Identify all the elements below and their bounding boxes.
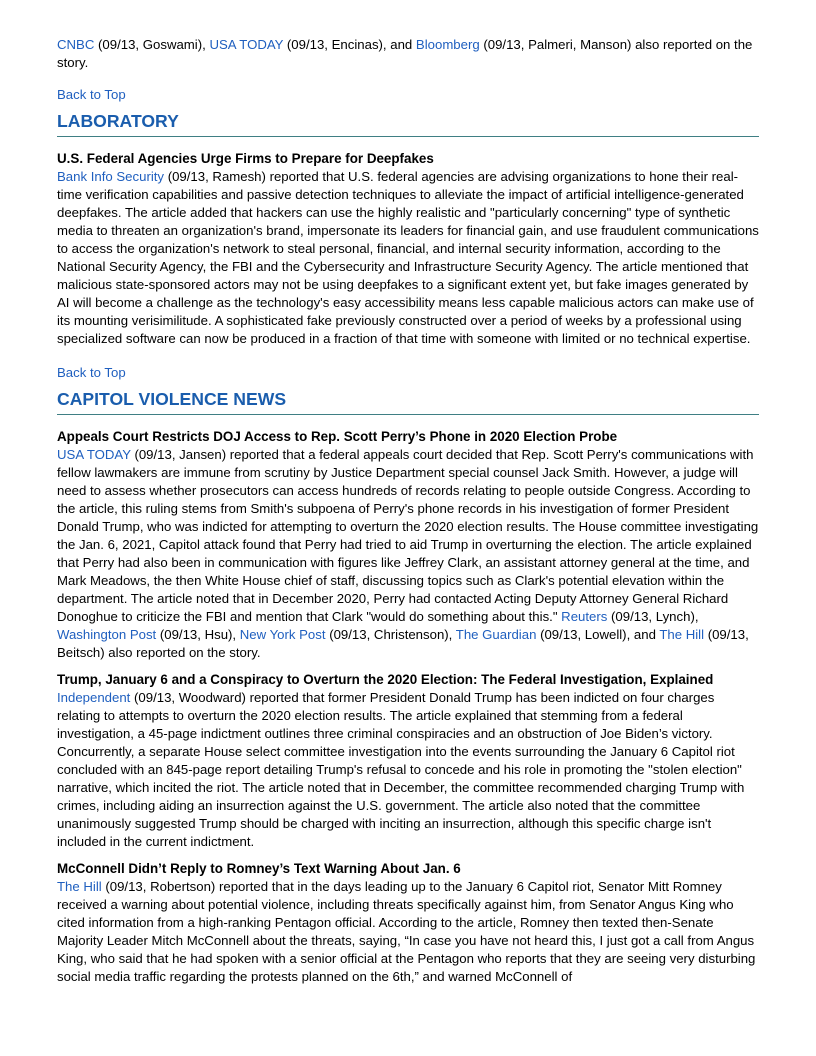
source-link-the-hill[interactable]: The Hill <box>659 627 705 642</box>
source-link-reuters[interactable]: Reuters <box>561 609 608 624</box>
source-link-washington-post[interactable]: Washington Post <box>57 627 157 642</box>
section-heading-capitol-violence: CAPITOL VIOLENCE NEWS <box>57 388 759 415</box>
back-to-top-link[interactable]: Back to Top <box>57 87 126 102</box>
source-link-bank-info-security[interactable]: Bank Info Security <box>57 169 165 184</box>
article-body: Independent (09/13, Woodward) reported that former President Donald Trump has been indicted on four charges relating to attempts to overturn the 2020 election results. The article explained that stemming from a federal investigation, a 45-page indictment outlines three criminal conspiracies and an obstruction of Joe Biden’s victory. Concurrently, a separate House select committee investigation into the events surrounding the January 6 Capitol riot concluded with an 845-page report detailing Trump's refusal to concede and his role in promoting the "stolen election" narrative, which incited the riot. The article noted that in December, the committee recommended charging Trump with crimes, including aiding an insurrection against the U.S. government. The article also noted that the committee unanimously suggested Trump should be charged with inciting an insurrection, although this specific charge isn't included in the current indictment. <box>57 690 745 849</box>
article-body: Bank Info Security (09/13, Ramesh) reported that U.S. federal agencies are advising organizations to hone their real-time verification capabilities and passive detection techniques to alleviate the impact of artificial intelligence-generated deepfakes. The article added that hackers can use the highly realistic and "particularly concerning" type of synthetic media to threaten an organization's brand, impersonate its leaders for financial gain, and use fraudulent communications to access the organization's network to steal personal, financial, and internal security information, according to the National Security Agency, the FBI and the Cybersecurity and Infrastructure Security Agency. The article mentioned that malicious state-sponsored actors may not be using deepfakes to a significant extent yet, but fake images generated by AI will become a challenge as the technology's easy accessibility means less capable malicious actors can make use of its mounting verisimilitude. A sophisticated fake previously constructed over a period of weeks by a professional using specialized software can now be produced in a fraction of that time with someone with limited or no technical expertise. <box>57 169 759 346</box>
source-link-the-hill[interactable]: The Hill <box>57 879 102 894</box>
source-link-usa-today[interactable]: USA TODAY <box>209 37 284 52</box>
article-title: Appeals Court Restricts DOJ Access to Rep. Scott Perry’s Phone in 2020 Election Probe <box>57 429 618 444</box>
article-body: USA TODAY (09/13, Jansen) reported that a federal appeals court decided that Rep. Scott Perry's communications with fellow lawmakers are immune from scrutiny by Justice Department special counsel Jack Smith. However, a judge will need to assess whether prosecutors can access hundreds of records relating to people outside Congress. According to the article, this ruling stems from Smith's subpoena of Perry's phone records in his investigation of former President Donald Trump, who was indicted for attempting to overturn the 2020 election results. The House committee investigating the Jan. 6, 2021, Capitol attack found that Perry had tried to aid Trump in overturning the election. The article explained that Perry had also been in communication with figures like Jeffrey Clark, an assistant attorney general at the time, and Mark Meadows, the then White House chief of staff, discussing topics such as Clark's potential elevation within the department. The article noted that in December 2020, Perry had contacted Acting Deputy Attorney General Richard Donoghue to criticize the FBI and mention that Clark "would do something about this." Reuters (09/13, Lynch), Washington Post (09/13, Hsu), New York Post (09/13, Christenson), The Guardian (09/13, Lowell), and The Hill (09/13, Beitsch) also reported on the story. <box>57 447 759 660</box>
article-title: Trump, January 6 and a Conspiracy to Overturn the 2020 Election: The Federal Investigation, Explained <box>57 672 714 687</box>
source-link-usa-today[interactable]: USA TODAY <box>57 447 131 462</box>
article-title: U.S. Federal Agencies Urge Firms to Prepare for Deepfakes <box>57 151 434 166</box>
article-body: The Hill (09/13, Robertson) reported that in the days leading up to the January 6 Capitol riot, Senator Mitt Romney received a warning about potential violence, including threats specifically against him, from Senator Angus King who cited information from a high-ranking Pentagon official. According to the article, Romney then texted then-Senate Majority Leader Mitch McConnell about the threats, saying, “In case you have not heard this, I just got a call from Angus King, who said that he had spoken with a senior official at the Pentagon who reports that they are seeing very disturbing social media traffic regarding the protests planned on the 6th,” and warned McConnell of <box>57 879 756 984</box>
article-title: McConnell Didn’t Reply to Romney’s Text Warning About Jan. 6 <box>57 861 461 876</box>
back-to-top-link[interactable]: Back to Top <box>57 365 126 380</box>
section-heading-laboratory: LABORATORY <box>57 110 759 137</box>
source-link-new-york-post[interactable]: New York Post <box>239 627 326 642</box>
document-page <box>57 36 759 995</box>
source-link-independent[interactable]: Independent <box>57 690 131 705</box>
source-link-bloomberg[interactable]: Bloomberg <box>415 37 480 52</box>
intro-paragraph: CNBC (09/13, Goswami), USA TODAY (09/13, Encinas), and Bloomberg (09/13, Palmeri, Manson) also reported on the story. <box>57 37 753 70</box>
source-link-cnbc[interactable]: CNBC <box>57 37 95 52</box>
source-link-the-guardian[interactable]: The Guardian <box>455 627 537 642</box>
